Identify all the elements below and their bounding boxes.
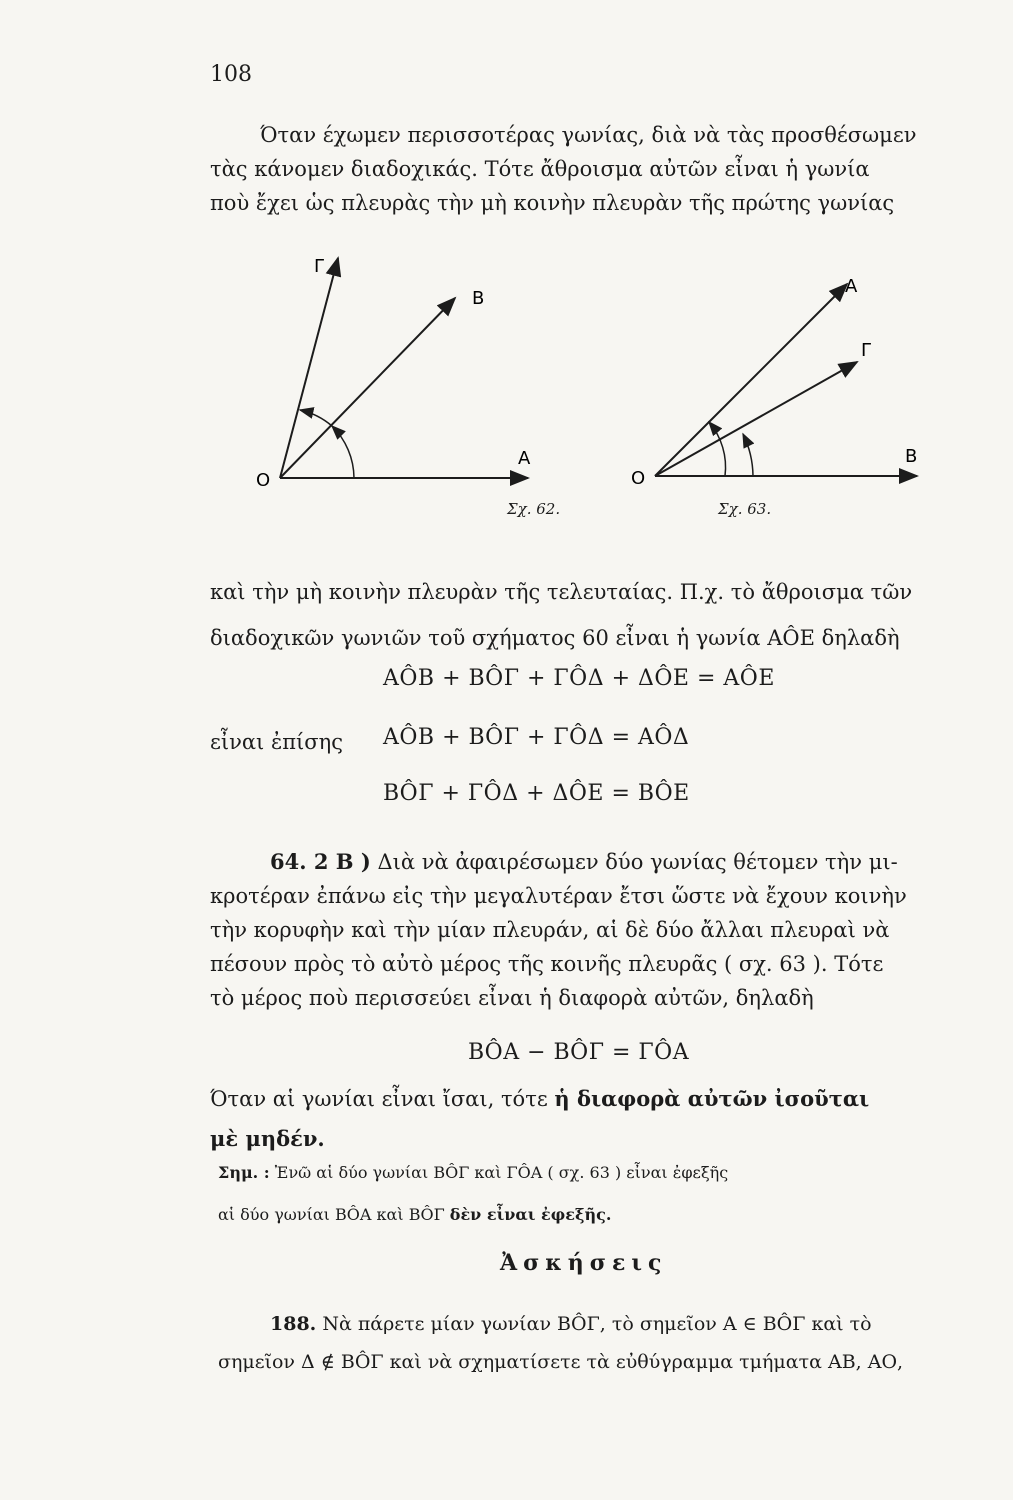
equation-1: ΑÔΒ + ΒÔΓ + ΓÔΔ + ΔÔΕ = ΑÔΕ (383, 666, 775, 691)
paragraph-3-line-3: τὴν κορυφὴν καὶ τὴν μίαν πλευράν, αἱ δὲ δύο ἄλλαι πλευραὶ νὰ (210, 918, 890, 942)
label-origin: Ο (256, 470, 271, 491)
paragraph-4-bold-1: ἡ διαφορὰ αὐτῶν ἰσοῦται (554, 1086, 870, 1111)
exercise-number: 188. (270, 1313, 317, 1335)
label-alpha: Α (845, 276, 858, 297)
paragraph-4-bold-2: μὲ μηδέν. (210, 1126, 325, 1151)
figure-62-caption: Σχ. 62. (507, 500, 561, 518)
figure-62 (250, 250, 550, 500)
exercise-188-line-1: Νὰ πάρετε μίαν γωνίαν ΒÔΓ, τὸ σημεῖον Α ∈ ΒÔΓ καὶ τὸ (322, 1313, 872, 1335)
note (218, 1152, 978, 1236)
arc-boa (709, 422, 726, 476)
label-beta: Β (472, 288, 485, 309)
exercise-188 (218, 1305, 990, 1381)
ray-og (280, 258, 338, 478)
exercise-188-line-2: σημεῖον Δ ∉ ΒÔΓ καὶ νὰ σχηματίσετε τὰ εὐθύγραμμα τμήματα ΑΒ, ΑΟ, (218, 1351, 904, 1373)
paragraph-3-line-1: Διὰ νὰ ἀφαιρέσωμεν δύο γωνίας θέτομεν τὴν μι- (377, 850, 898, 874)
paragraph-3-line-2: κροτέραν ἐπάνω εἰς τὴν μεγαλυτέραν ἔτσι ὥστε νὰ ἔχουν κοινὴν (210, 884, 907, 908)
figure-63-caption: Σχ. 63. (718, 500, 772, 518)
label-beta: Β (905, 446, 918, 467)
equation-4: ΒÔΑ − ΒÔΓ = ΓÔΑ (468, 1040, 690, 1065)
equation-3: ΒÔΓ + ΓÔΔ + ΔÔΕ = ΒÔΕ (383, 781, 690, 806)
paragraph-3 (210, 845, 970, 1015)
paragraph-1 (210, 118, 970, 220)
label-alpha: Α (518, 448, 531, 469)
label-origin: Ο (631, 468, 646, 489)
equation-2-label: εἶναι ἐπίσης (210, 730, 343, 754)
ray-og (655, 362, 857, 476)
note-line-1: Ἐνῶ αἱ δύο γωνίαι ΒÔΓ καὶ ΓÔΑ ( σχ. 63 ) εἶναι ἐφεξῆς (274, 1163, 729, 1182)
note-label: Σημ. : (218, 1163, 270, 1182)
paragraph-2 (210, 575, 970, 655)
label-gamma: Γ (314, 256, 325, 277)
arc-bog (743, 434, 753, 476)
paragraph-1-line-3: ποὺ ἔχει ὡς πλευρὰς τὴν μὴ κοινὴν πλευρὰν τῆς πρώτης γωνίας (210, 191, 895, 215)
ray-ob (280, 298, 455, 478)
paragraph-3-line-4: πέσουν πρὸς τὸ αὐτὸ μέρος τῆς κοινῆς πλευρᾶς ( σχ. 63 ). Τότε (210, 952, 884, 976)
note-line-2: αἱ δύο γωνίαι ΒÔΑ καὶ ΒÔΓ (218, 1205, 450, 1224)
figure-63 (625, 270, 930, 495)
arc-aob (332, 426, 354, 478)
paragraph-3-line-5: τὸ μέρος ποὺ περισσεύει εἶναι ἡ διαφορὰ αὐτῶν, δηλαδὴ (210, 986, 814, 1010)
paragraph-4 (210, 1082, 970, 1156)
equation-2: ΑÔΒ + ΒÔΓ + ΓÔΔ = ΑÔΔ (383, 725, 690, 750)
paragraph-1-line-2: τὰς κάνομεν διαδοχικάς. Τότε ἄθροισμα αὐτῶν εἶναι ἡ γωνία (210, 157, 870, 181)
paragraph-4-normal: Όταν αἱ γωνίαι εἶναι ἴσαι, τότε (210, 1087, 555, 1111)
section-number: 64. 2 Β ) (270, 849, 371, 874)
note-line-2-bold: δὲν εἶναι ἐφεξῆς. (449, 1205, 612, 1224)
ray-oa (655, 284, 847, 476)
page-number: 108 (210, 62, 252, 87)
paragraph-2-line-1: καὶ τὴν μὴ κοινὴν πλευρὰν τῆς τελευταίας. Π.χ. τὸ ἄθροισμα τῶν (210, 580, 913, 604)
arc-bog (300, 410, 332, 426)
label-gamma: Γ (861, 340, 872, 361)
paragraph-1-line-1: Όταν έχωμεν περισσοτέρας γωνίας, διὰ νὰ τὰς προσθέσωμεν (260, 123, 917, 147)
paragraph-2-line-2: διαδοχικῶν γωνιῶν τοῦ σχήματος 60 εἶναι ἡ γωνία ΑÔΕ δηλαδὴ (210, 626, 900, 650)
exercises-title: Ἀσκήσεις (500, 1250, 668, 1276)
